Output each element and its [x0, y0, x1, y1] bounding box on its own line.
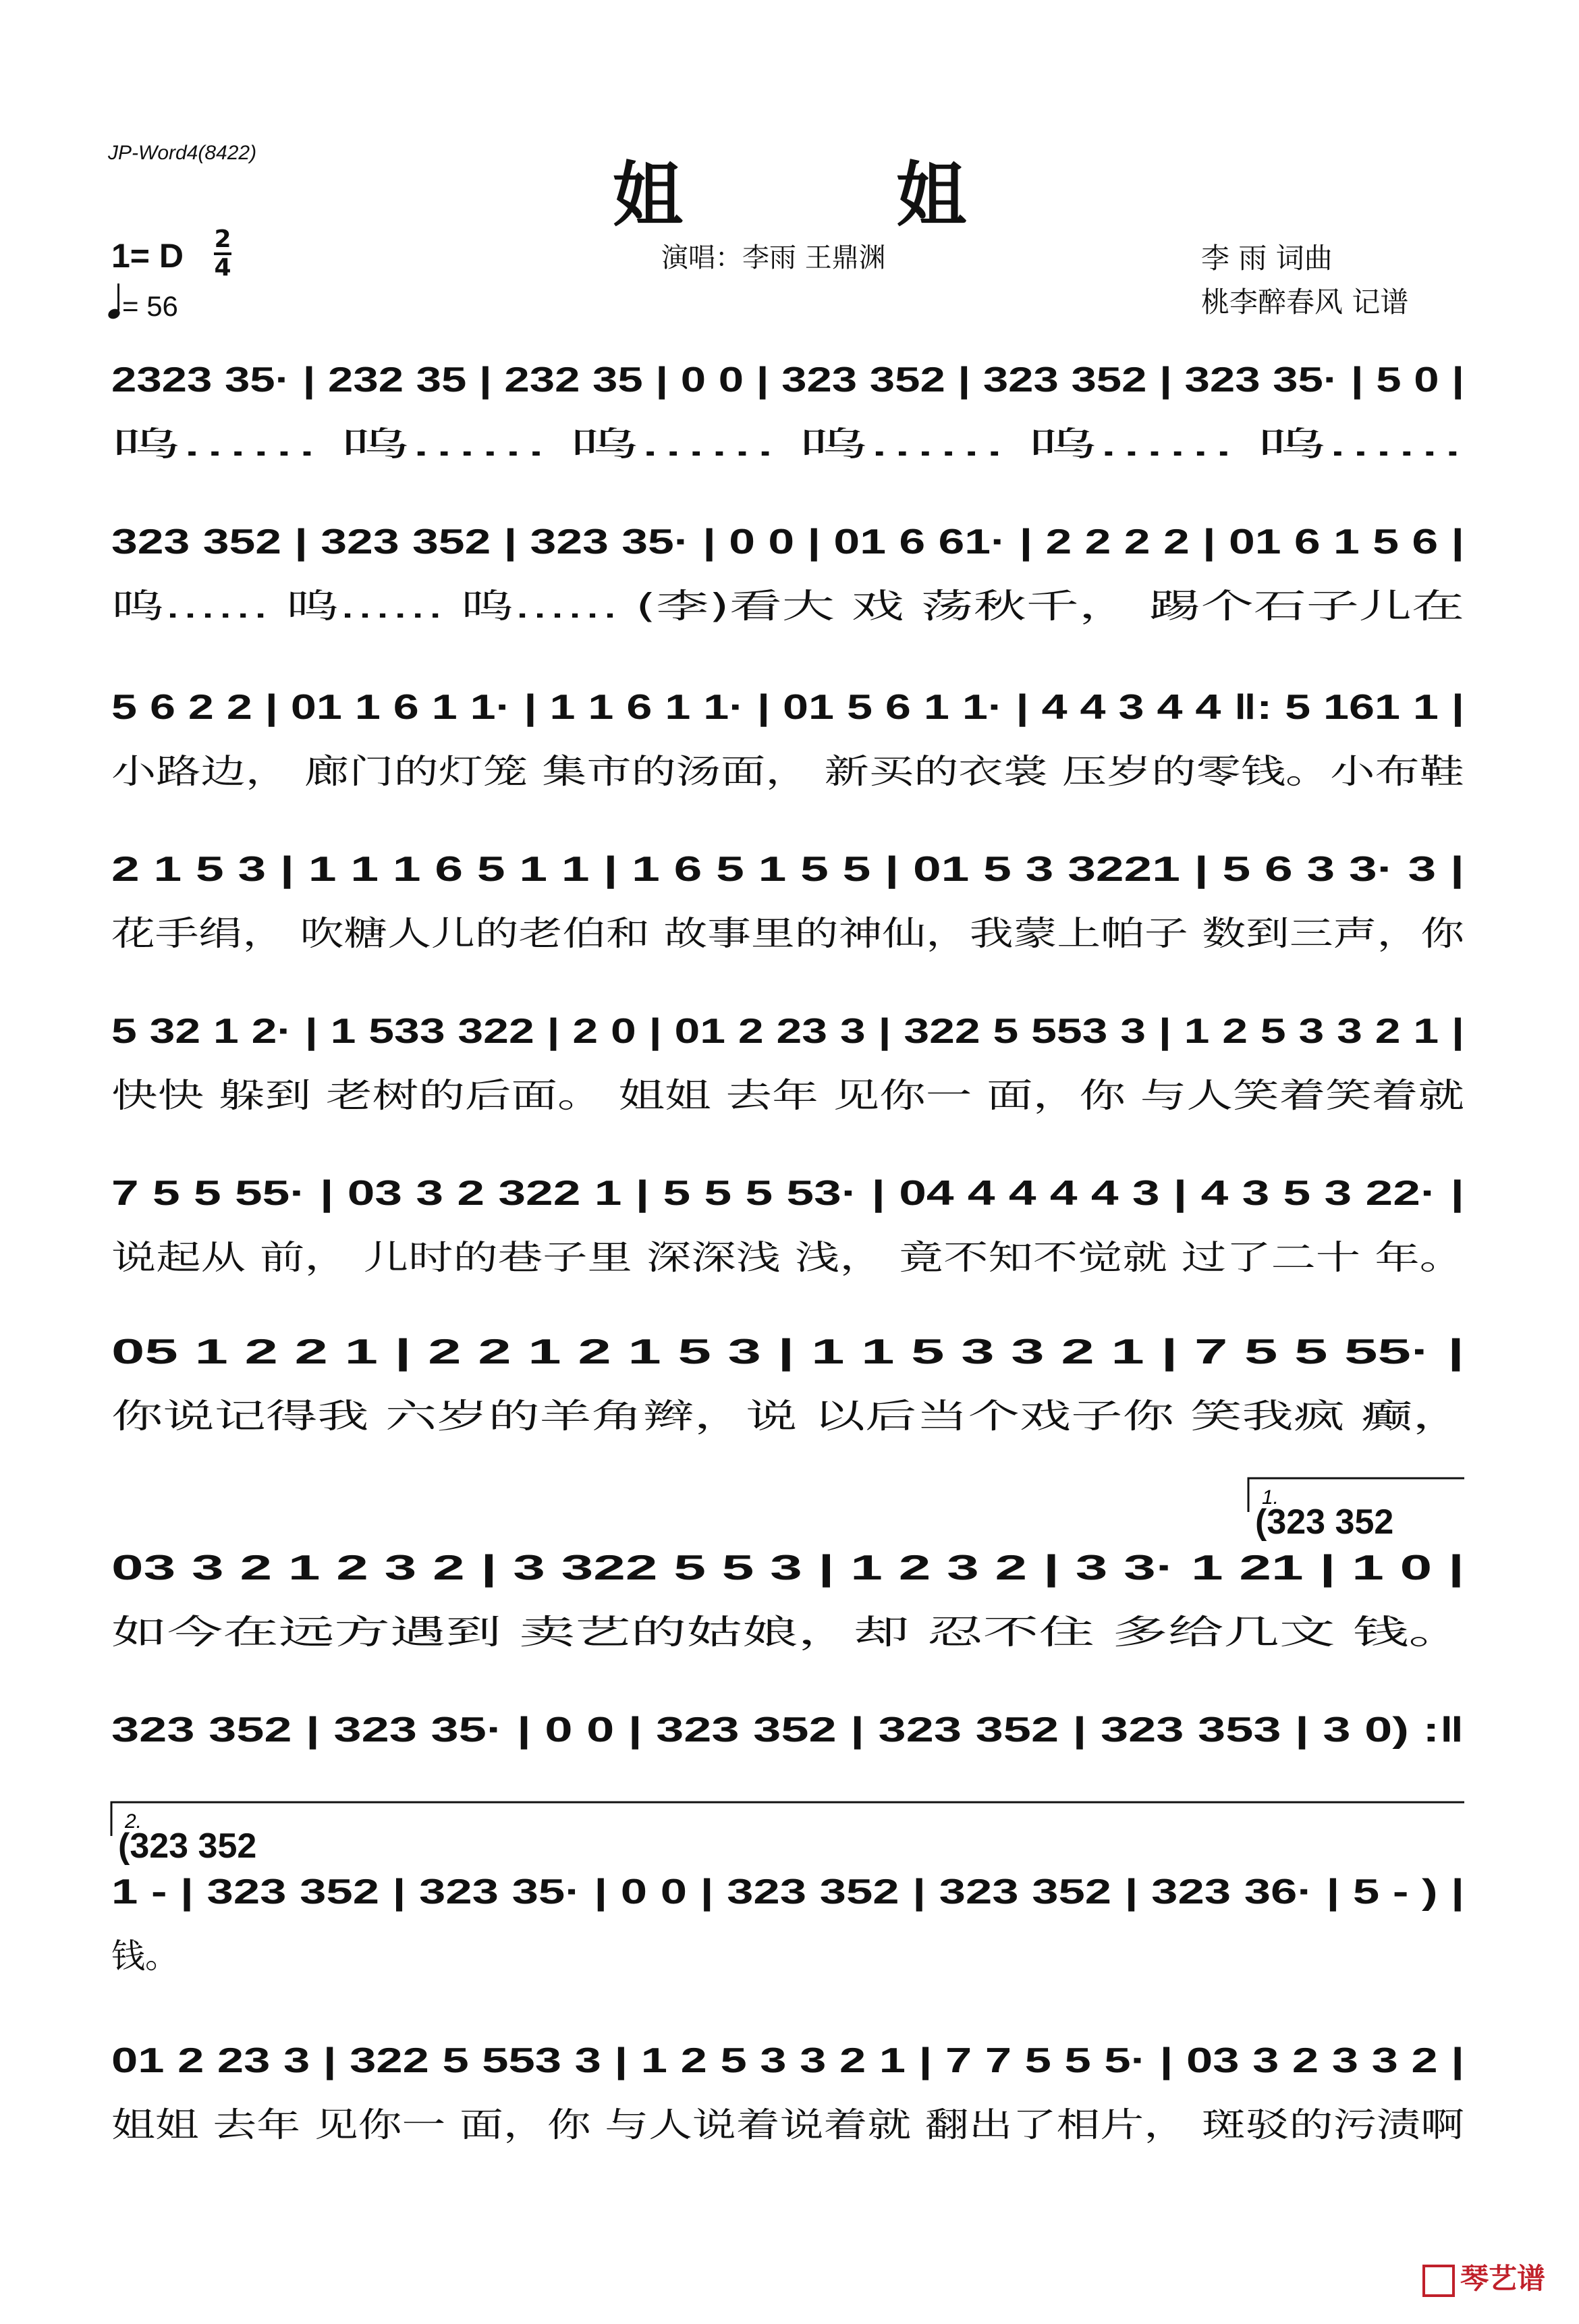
lyrics-line: 你说记得我 六岁的羊角辫，说 以后当个戏子你 笑我疯 癫， — [111, 1397, 1464, 1436]
lyrics-line: 姐姐 去年 见你一 面，你 与人说着说着就 翻出了相片， 斑驳的污渍啊 — [111, 2105, 1464, 2144]
transcriber-credit: 桃李醉春风 记谱 — [1201, 286, 1409, 319]
lyrics-line: 说起从 前， 儿时的巷子里 深深浅 浅， 竟不知不觉就 过了二十 年。 — [111, 1238, 1464, 1277]
notation-line: 5 32 1 2· | 1 533 322 | 2 0 | 01 2 23 3 | 322 5 553 3 | 1 2 5 3 3 2 1 | — [111, 1012, 1464, 1051]
score-line — [111, 1174, 1464, 1277]
composer-credit: 李 雨 词曲 — [1201, 242, 1333, 275]
score-line — [111, 1012, 1464, 1115]
notation-line: 05 1 2 2 1 | 2 2 1 2 1 5 3 | 1 1 5 3 3 2 1 | 7 5 5 55· | — [111, 1332, 1464, 1372]
score-line — [111, 688, 1464, 791]
lyrics-line: 呜…… 呜…… 呜…… 呜…… 呜…… 呜…… — [111, 425, 1464, 464]
notation-line: 1 - | 323 352 | 323 35· | 0 0 | 323 352 | 323 352 | 323 36· | 5 - ) | — [111, 1872, 1464, 1912]
software-label: JP-Word4(8422) — [108, 142, 257, 164]
volta-label: 2. — [125, 1810, 142, 1833]
lyrics-line: 小路边， 廊门的灯笼 集市的汤面， 新买的衣裳 压岁的零钱。小布鞋 — [111, 752, 1464, 791]
volta-notes: (323 352 — [1255, 1503, 1394, 1542]
logo-icon — [1422, 2265, 1455, 2297]
volta-label: 1. — [1262, 1486, 1279, 1509]
score-line — [111, 1478, 1464, 1652]
notation-line: 5 6 2 2 | 01 1 6 1 1· | 1 1 6 1 1· | 01 5 6 1 1· | 4 4 3 4 4 ‖: 5 161 1 | — [111, 688, 1464, 727]
notation-line: 2 1 5 3 | 1 1 1 6 5 1 1 | 1 6 5 1 5 5 | 01 5 3 3221 | 5 6 3 3· 3 | — [111, 850, 1464, 889]
score-line — [111, 1710, 1464, 1750]
volta-notes: (323 352 — [118, 1827, 257, 1866]
watermark-logo: 琴艺谱 — [1422, 2257, 1545, 2297]
lyrics-line: 呜…… 呜…… 呜…… (李)看大 戏 荡秋千， 踢个石子儿在 — [111, 587, 1464, 626]
score-line — [111, 1802, 1464, 1976]
score-line — [111, 360, 1464, 464]
song-title: 姐 姐 — [612, 154, 1061, 236]
notation-line: 03 3 2 1 2 3 2 | 3 322 5 5 3 | 1 2 3 2 | 3 3· 1 21 | 1 0 | — [111, 1548, 1464, 1588]
lyrics-line: 花手绢， 吹糖人儿的老伯和 故事里的神仙，我蒙上帕子 数到三声，你 — [111, 914, 1466, 953]
notation-line: 323 352 | 323 35· | 0 0 | 323 352 | 323 352 | 323 353 | 3 0) :‖ — [111, 1710, 1464, 1750]
lyrics-line: 钱。 — [111, 1937, 179, 1976]
key-signature: 1= D — [111, 237, 184, 275]
tempo-value: = 56 — [122, 290, 178, 322]
score-line — [111, 1332, 1464, 1436]
time-signature-top: 2 — [214, 225, 231, 253]
score-line — [111, 2041, 1464, 2144]
notation-line: 01 2 23 3 | 322 5 553 3 | 1 2 5 3 3 2 1 | 7 7 5 5 5· | 03 3 2 3 3 2 | — [111, 2041, 1464, 2080]
lyrics-line: 快快 躲到 老树的后面。 姐姐 去年 见你一 面，你 与人笑着笑着就 — [111, 1076, 1464, 1115]
performer-credit: 演唱：李雨 王鼎渊 — [661, 242, 886, 273]
score-line — [111, 522, 1464, 626]
time-signature-bottom: 4 — [214, 254, 231, 281]
lyrics-line: 如今在远方遇到 卖艺的姑娘，却 忍不住 多给几文 钱。 — [111, 1613, 1464, 1652]
score-line — [111, 850, 1465, 953]
notation-line: 2323 35· | 232 35 | 232 35 | 0 0 | 323 352 | 323 352 | 323 35· | 5 0 | — [111, 360, 1464, 400]
notation-line: 323 352 | 323 352 | 323 35· | 0 0 | 01 6 61· | 2 2 2 2 | 01 6 1 5 6 | — [111, 522, 1464, 562]
notation-line: 7 5 5 55· | 03 3 2 322 1 | 5 5 5 53· | 04 4 4 4 4 3 | 4 3 5 3 22· | — [111, 1174, 1464, 1213]
